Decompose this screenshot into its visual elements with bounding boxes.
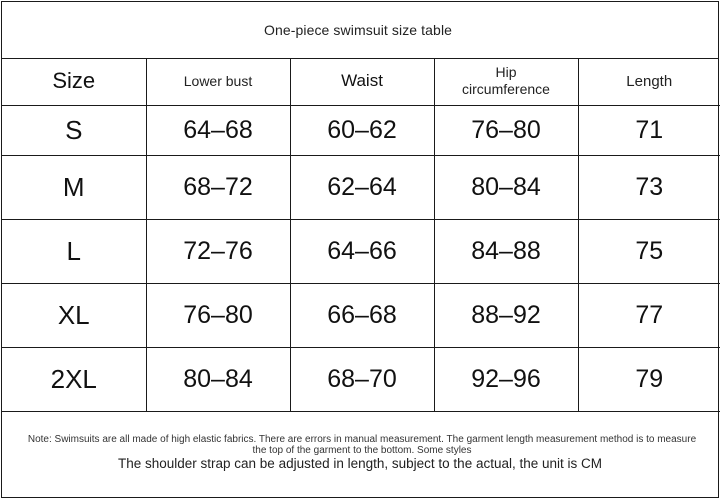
page-title: One-piece swimsuit size table: [263, 22, 453, 38]
size-table: [2, 58, 720, 412]
table-row: [2, 105, 720, 155]
length-cell: 75: [578, 219, 720, 283]
size-cell: M: [2, 155, 146, 219]
table-row: [2, 347, 720, 411]
size-cell: S: [2, 105, 146, 155]
header-hip-line1: Hip: [495, 64, 517, 81]
header-waist: Waist: [290, 58, 434, 105]
header-hip-circumference: [434, 58, 578, 105]
waist-cell: 62–64: [290, 155, 434, 219]
length-cell: 77: [578, 283, 720, 347]
lower-bust-cell: 80–84: [146, 347, 290, 411]
hip-cell: 84–88: [434, 219, 578, 283]
hip-cell: 80–84: [434, 155, 578, 219]
table-row: [2, 283, 720, 347]
length-cell: 79: [578, 347, 720, 411]
lower-bust-cell: 64–68: [146, 105, 290, 155]
length-cell: 73: [578, 155, 720, 219]
title-row: [2, 2, 718, 59]
header-lower-bust: Lower bust: [146, 58, 290, 105]
size-chart-frame: [1, 1, 719, 498]
lower-bust-cell: 72–76: [146, 219, 290, 283]
hip-cell: 76–80: [434, 105, 578, 155]
header-row: [2, 58, 720, 105]
lower-bust-cell: 68–72: [146, 155, 290, 219]
header-size: Size: [2, 58, 146, 105]
waist-cell: 66–68: [290, 283, 434, 347]
note-text-large: The shoulder strap can be adjusted in length, subject to the actual, the unit is CM: [117, 456, 603, 471]
size-cell: 2XL: [2, 347, 146, 411]
length-cell: 71: [578, 105, 720, 155]
lower-bust-cell: 76–80: [146, 283, 290, 347]
waist-cell: 68–70: [290, 347, 434, 411]
waist-cell: 64–66: [290, 219, 434, 283]
size-cell: L: [2, 219, 146, 283]
hip-cell: 92–96: [434, 347, 578, 411]
header-length: Length: [578, 58, 720, 105]
header-hip-line2: circumference: [462, 81, 550, 98]
table-row: [2, 219, 720, 283]
note-text-small: Note: Swimsuits are all made of high elastic fabrics. There are errors in manual measurement. The garment length measurement method is to measure the top of the garment to the bottom. Some styles: [27, 434, 697, 456]
size-cell: XL: [2, 283, 146, 347]
table-row: [2, 155, 720, 219]
hip-cell: 88–92: [434, 283, 578, 347]
waist-cell: 60–62: [290, 105, 434, 155]
note-section: [2, 411, 718, 497]
